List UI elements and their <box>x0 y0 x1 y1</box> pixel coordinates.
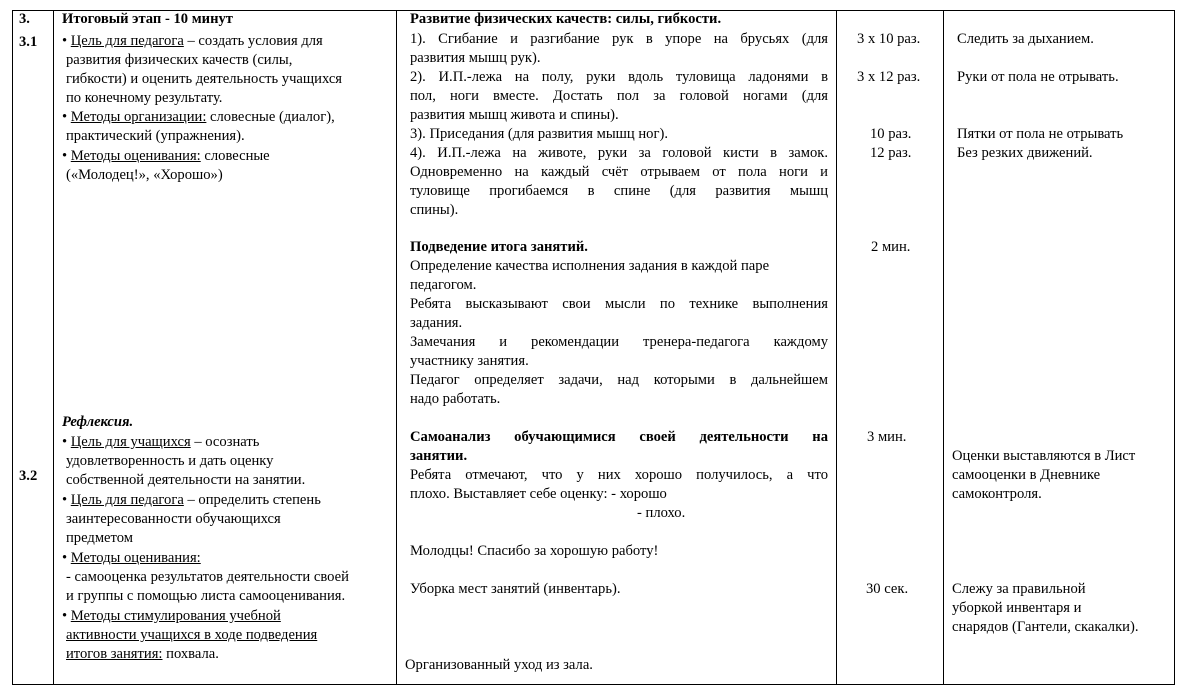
org-methods-label: Методы организации: <box>70 109 207 125</box>
summary-line: Замечания и рекомендации тренера-педагога каждому <box>410 334 828 350</box>
exercise-line: спины). <box>410 202 459 218</box>
stim-methods-label: Методы стимулирования учебной <box>70 608 281 624</box>
column-divider <box>943 11 944 684</box>
exercise-line: развития мышц рук). <box>410 50 541 66</box>
summary-line: надо работать. <box>410 391 501 407</box>
stim-methods-label: итогов занятия: <box>66 646 163 662</box>
selfanalysis-line: плохо. Выставляет себе оценку: - хорошо <box>410 486 667 502</box>
student-goal-text: – осознать <box>190 434 260 450</box>
selfanalysis-line: Ребята отмечают, что у них хорошо получилось, а что <box>410 467 828 483</box>
note-grades: самоконтроля. <box>952 486 1042 502</box>
note-watch: уборкой инвентаря и <box>952 600 1082 616</box>
teacher-goal-text: предметом <box>66 530 133 546</box>
stim-methods-item <box>62 607 281 626</box>
dosage-cleanup: 30 сек. <box>866 581 909 597</box>
summary-line: Педагог определяет задачи, над которыми в дальнейшем <box>410 372 828 388</box>
exercise-line: Одновременно на каждый счёт отрываем от пола ноги и <box>410 164 828 180</box>
exercise-line: 2). И.П.-лежа на полу, руки вдоль туловища ладонями в <box>410 69 828 85</box>
student-goal-text: удовлетворенность и дать оценку <box>66 453 274 469</box>
org-methods-item <box>62 108 335 127</box>
exercise-line: 3). Приседания (для развития мышц ног). <box>410 126 668 142</box>
teacher-goal-text: по конечному результату. <box>66 90 223 106</box>
teacher-goal-item <box>62 32 323 51</box>
note-watch: Слежу за правильной <box>952 581 1086 597</box>
teacher-goal-text: – определить степень <box>183 492 321 508</box>
eval-methods-label: Методы оценивания: <box>70 550 201 566</box>
column-divider <box>53 11 54 684</box>
teacher-goal-label: Цель для педагога <box>70 33 184 49</box>
student-goal-label: Цель для учащихся <box>70 434 191 450</box>
org-methods-text: словесные (диалог), <box>206 109 335 125</box>
dosage-selfanalysis: 3 мин. <box>867 429 907 445</box>
summary-line: педагогом. <box>410 277 477 293</box>
selfanalysis-title: занятии. <box>410 448 468 464</box>
student-goal-text: собственной деятельности на занятии. <box>66 472 306 488</box>
exit-text: Организованный уход из зала. <box>405 657 593 673</box>
section-number-3-1: 3.1 <box>19 34 38 50</box>
column-divider <box>836 11 837 684</box>
stim-methods-text: похвала. <box>162 646 219 662</box>
bullet: • <box>62 608 68 624</box>
summary-line: участнику занятия. <box>410 353 529 369</box>
eval-methods-label: Методы оценивания: <box>70 148 201 164</box>
bullet: • <box>62 33 68 49</box>
teacher-goal-text: гибкости) и оценить деятельность учащихся <box>66 71 343 87</box>
teacher-goal-text: заинтересованности обучающихся <box>66 511 281 527</box>
bullet: • <box>62 148 68 164</box>
bullet: • <box>62 109 68 125</box>
reflection-eval-methods-item <box>62 549 201 568</box>
selfanalysis-title: Самоанализ обучающимися своей деятельности на <box>410 429 828 445</box>
bullet: • <box>62 550 68 566</box>
exercise-line: 1). Сгибание и разгибание рук в упоре на брусьях (для <box>410 31 828 47</box>
stim-methods-label: активности учащихся в ходе подведения <box>66 627 318 643</box>
note-heels: Пятки от пола не отрывать <box>957 126 1124 142</box>
summary-title: Подведение итога занятий. <box>410 239 588 255</box>
note-grades: самооценки в Дневнике <box>952 467 1101 483</box>
eval-methods-text: («Молодец!», «Хорошо») <box>66 167 223 183</box>
eval-methods-text: - самооценка результатов деятельности своей <box>66 569 349 585</box>
exercise-line: развития мышц живота и спины). <box>410 107 619 123</box>
dosage-ex4: 12 раз. <box>870 145 912 161</box>
praise-text: Молодцы! Спасибо за хорошую работу! <box>410 543 659 559</box>
reflection-title: Рефлексия. <box>62 414 134 430</box>
dosage-ex2: 3 х 12 раз. <box>857 69 921 85</box>
summary-line: задания. <box>410 315 463 331</box>
bullet: • <box>62 434 68 450</box>
summary-line: Ребята высказывают свои мысли по технике выполнения <box>410 296 828 312</box>
development-title: Развитие физических качеств: силы, гибкости. <box>410 11 722 27</box>
eval-methods-text: словесные <box>200 148 270 164</box>
stage-title: Итоговый этап - 10 минут <box>62 11 233 27</box>
bullet: • <box>62 492 68 508</box>
summary-line: Определение качества исполнения задания в каждой паре <box>410 258 770 274</box>
selfanalysis-line: - плохо. <box>637 505 686 521</box>
eval-methods-item <box>62 147 270 166</box>
dosage-ex1: 3 х 10 раз. <box>857 31 921 47</box>
note-hands: Руки от пола не отрывать. <box>957 69 1119 85</box>
reflection-teacher-goal-item <box>62 491 321 510</box>
section-number-3-2: 3.2 <box>19 468 38 484</box>
exercise-line: пол, ноги вместе. Достать пол за головой ногами (для <box>410 88 828 104</box>
note-watch: снарядов (Гантели, скакалки). <box>952 619 1139 635</box>
exercise-line: 4). И.П.-лежа на животе, руки за головой кисти в замок. <box>410 145 828 161</box>
note-breathing: Следить за дыханием. <box>957 31 1094 47</box>
teacher-goal-text: развития физических качеств (силы, <box>66 52 293 68</box>
dosage-ex3: 10 раз. <box>870 126 912 142</box>
student-goal-item <box>62 433 259 452</box>
org-methods-text: практический (упражнения). <box>66 128 245 144</box>
section-number-3: 3. <box>19 11 30 27</box>
exercise-line: туловище прогибаемся в спине (для развития мышц <box>410 183 828 199</box>
eval-methods-text: и группы с помощью листа самооценивания. <box>66 588 346 604</box>
dosage-summary: 2 мин. <box>871 239 911 255</box>
note-grades: Оценки выставляются в Лист <box>952 448 1136 464</box>
stim-methods-line <box>66 645 219 664</box>
teacher-goal-label: Цель для педагога <box>70 492 184 508</box>
note-no-jerks: Без резких движений. <box>957 145 1093 161</box>
cleanup-text: Уборка мест занятий (инвентарь). <box>410 581 621 597</box>
column-divider <box>396 11 397 684</box>
teacher-goal-text: – создать условия для <box>183 33 323 49</box>
